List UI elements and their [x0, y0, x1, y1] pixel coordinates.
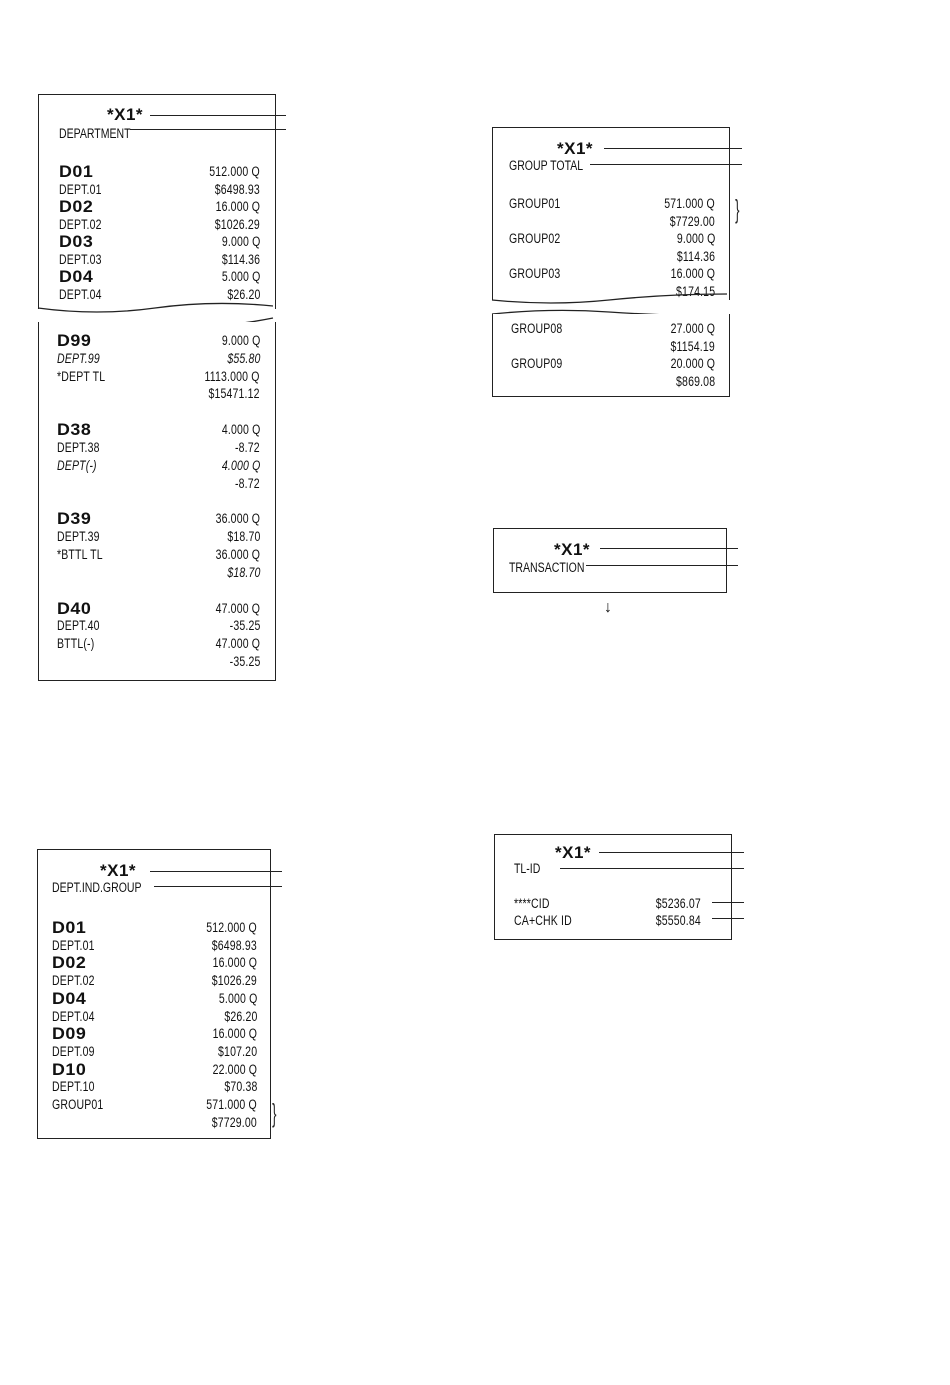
department-code: D04	[52, 988, 87, 1008]
receipt-row	[52, 972, 257, 990]
leader-line-mode	[150, 115, 286, 116]
row-label: ****CID	[514, 896, 550, 911]
receipt-row	[509, 213, 715, 231]
row-value: -35.25	[229, 654, 260, 669]
row-value: $1026.29	[211, 973, 257, 989]
row-value: 16.000 Q	[212, 1026, 257, 1042]
receipt-row	[57, 510, 260, 528]
row-value: 16.000 Q	[670, 266, 715, 282]
department-code: D99	[57, 331, 92, 350]
row-value: $26.20	[223, 1008, 257, 1024]
row-label: DEPT.09	[52, 1043, 95, 1059]
row-value: 47.000 Q	[215, 600, 260, 616]
receipt-row	[57, 385, 260, 403]
receipt-row	[52, 1061, 257, 1079]
row-value: $6498.93	[211, 937, 257, 953]
receipt-row	[59, 251, 260, 269]
receipt-row	[511, 355, 715, 373]
group-brace: }	[735, 194, 740, 224]
department-code: D40	[57, 598, 92, 618]
row-label: GROUP03	[509, 266, 561, 282]
row-label: DEPT.02	[52, 973, 95, 989]
row-label: BTTL(-)	[57, 636, 95, 652]
receipt-row	[57, 617, 260, 635]
receipt-row	[57, 421, 260, 439]
dept-ind-group-receipt	[37, 849, 271, 1139]
department-code: D10	[52, 1059, 87, 1079]
row-value: $1154.19	[670, 338, 715, 354]
row-value: 512.000 Q	[209, 164, 260, 179]
row-value: $6498.93	[214, 181, 260, 197]
department-code: D02	[52, 953, 87, 973]
row-value: -8.72	[235, 475, 260, 491]
row-value: 5.000 Q	[218, 990, 257, 1006]
receipt-row	[57, 350, 260, 368]
row-label: DEPT.01	[59, 181, 102, 197]
department-code: D09	[52, 1024, 87, 1044]
row-value: 16.000 Q	[212, 955, 257, 971]
receipt-row	[52, 919, 257, 937]
department-code: D04	[59, 267, 94, 286]
row-label: GROUP02	[509, 231, 561, 247]
row-value: 571.000 Q	[206, 1097, 257, 1112]
row-value: $1026.29	[214, 216, 260, 232]
row-value: $18.70	[226, 564, 260, 580]
row-value: 5.000 Q	[221, 269, 260, 284]
receipt-row	[57, 564, 260, 582]
receipt-row	[514, 912, 701, 930]
row-value: $7729.00	[669, 213, 715, 229]
group-brace: }	[272, 1098, 277, 1128]
report-title: DEPT.IND.GROUP	[52, 880, 142, 895]
mode-label: *X1*	[557, 139, 594, 158]
row-value: $55.80	[226, 350, 260, 366]
row-value: 36.000 Q	[215, 547, 260, 562]
row-label: GROUP01	[509, 196, 561, 211]
row-value: 9.000 Q	[676, 231, 715, 247]
receipt-row	[57, 457, 260, 475]
row-value: $7729.00	[211, 1114, 257, 1130]
leader-line-title	[154, 886, 282, 887]
group-total-receipt-part2	[492, 314, 730, 397]
row-label: DEPT.10	[52, 1079, 95, 1095]
receipt-row	[59, 216, 260, 234]
row-label: DEPT.99	[57, 350, 100, 366]
row-value: $869.08	[675, 373, 715, 389]
receipt-row	[52, 1025, 257, 1043]
receipt-row	[57, 546, 260, 564]
receipt-row	[59, 198, 260, 216]
row-value: $15471.12	[208, 386, 260, 402]
receipt-row	[514, 895, 701, 913]
department-code: D39	[57, 509, 92, 529]
row-label: DEPT.40	[57, 618, 100, 634]
department-receipt-part2	[38, 322, 276, 681]
row-label: DEPT.04	[52, 1008, 95, 1024]
transaction-receipt	[493, 528, 727, 593]
report-title: DEPARTMENT	[59, 126, 131, 141]
row-value: $107.20	[217, 1043, 257, 1059]
receipt-row	[59, 163, 260, 181]
leader-line-title	[586, 565, 738, 566]
receipt-row	[52, 990, 257, 1008]
leader-line-mode	[600, 548, 738, 549]
leader-line-cid	[712, 902, 744, 903]
leader-line-mode	[150, 871, 282, 872]
mode-label: *X1*	[107, 105, 144, 124]
department-code: D38	[57, 420, 92, 440]
receipt-row	[57, 653, 260, 671]
row-value: $5236.07	[655, 896, 701, 911]
row-label: *DEPT TL	[57, 368, 106, 384]
mode-label: *X1*	[555, 843, 592, 862]
department-receipt-part1	[38, 94, 276, 309]
row-value: $26.20	[226, 286, 260, 302]
row-value: $18.70	[226, 529, 260, 545]
receipt-row	[59, 233, 260, 251]
leader-line-title	[590, 164, 742, 165]
department-code: D03	[59, 232, 94, 251]
receipt-row	[52, 1114, 257, 1132]
department-code: D01	[59, 162, 94, 181]
receipt-row	[511, 320, 715, 338]
row-label: DEPT.03	[59, 251, 102, 267]
mode-label: *X1*	[554, 540, 591, 559]
row-value: 27.000 Q	[670, 321, 715, 336]
down-arrow-icon: ↓	[604, 599, 612, 616]
row-label: GROUP09	[511, 356, 563, 372]
receipt-row	[57, 439, 260, 457]
receipt-row	[52, 1008, 257, 1026]
row-value: 47.000 Q	[215, 636, 260, 652]
mode-label: *X1*	[100, 861, 137, 880]
receipt-row	[52, 1078, 257, 1096]
row-value: 9.000 Q	[221, 333, 260, 348]
report-title: TL-ID	[514, 861, 541, 876]
row-label: DEPT.39	[57, 529, 100, 545]
receipt-row	[59, 268, 260, 286]
leader-line-ca-chk-id	[712, 918, 744, 919]
row-label: DEPT.01	[52, 937, 95, 953]
receipt-row	[509, 195, 715, 213]
leader-line-title	[130, 129, 286, 130]
row-value: 20.000 Q	[670, 356, 715, 372]
receipt-row	[52, 1096, 257, 1114]
row-label: GROUP01	[52, 1097, 104, 1112]
row-value: $5550.84	[655, 913, 701, 928]
row-label: DEPT(-)	[57, 457, 97, 473]
report-title: GROUP TOTAL	[509, 158, 584, 173]
receipt-row	[509, 248, 715, 266]
receipt-row	[509, 230, 715, 248]
receipt-row	[511, 338, 715, 356]
row-value: $70.38	[223, 1079, 257, 1095]
row-label: DEPT.38	[57, 440, 100, 455]
department-code: D01	[52, 918, 87, 937]
tl-id-receipt	[494, 834, 732, 940]
receipt-row	[52, 954, 257, 972]
receipt-row	[59, 181, 260, 199]
row-value: 4.000 Q	[221, 422, 260, 438]
row-value: 571.000 Q	[664, 196, 715, 211]
row-value: $114.36	[221, 251, 260, 267]
row-label: DEPT.02	[59, 216, 102, 232]
row-value: 16.000 Q	[215, 199, 260, 214]
receipt-row	[57, 635, 260, 653]
receipt-row	[57, 600, 260, 618]
row-label: CA+CHK ID	[514, 913, 572, 928]
receipt-row	[511, 373, 715, 391]
receipt-row	[57, 528, 260, 546]
row-value: $174.15	[675, 284, 715, 299]
receipt-row	[57, 475, 260, 493]
row-value: $114.36	[676, 248, 715, 264]
department-code: D02	[59, 197, 94, 216]
row-label: DEPT.04	[59, 286, 102, 302]
row-value: 36.000 Q	[215, 511, 260, 527]
receipt-row	[52, 1043, 257, 1061]
row-value: -35.25	[229, 618, 260, 634]
group-total-receipt-part1	[492, 127, 730, 300]
receipt-row	[509, 265, 715, 283]
leader-line-title	[560, 868, 744, 869]
leader-line-mode	[599, 852, 744, 853]
report-title: TRANSACTION	[509, 560, 585, 575]
row-value: 4.000 Q	[221, 457, 260, 473]
receipt-row	[52, 937, 257, 955]
row-value: 1113.000 Q	[204, 368, 260, 384]
row-value: 22.000 Q	[212, 1061, 257, 1077]
row-value: 512.000 Q	[206, 920, 257, 935]
row-value: 9.000 Q	[221, 234, 260, 249]
row-label: GROUP08	[511, 321, 563, 336]
row-value: -8.72	[235, 440, 260, 455]
leader-line-mode	[604, 148, 742, 149]
receipt-row	[57, 332, 260, 350]
receipt-row	[57, 368, 260, 386]
row-label: *BTTL TL	[57, 547, 103, 562]
